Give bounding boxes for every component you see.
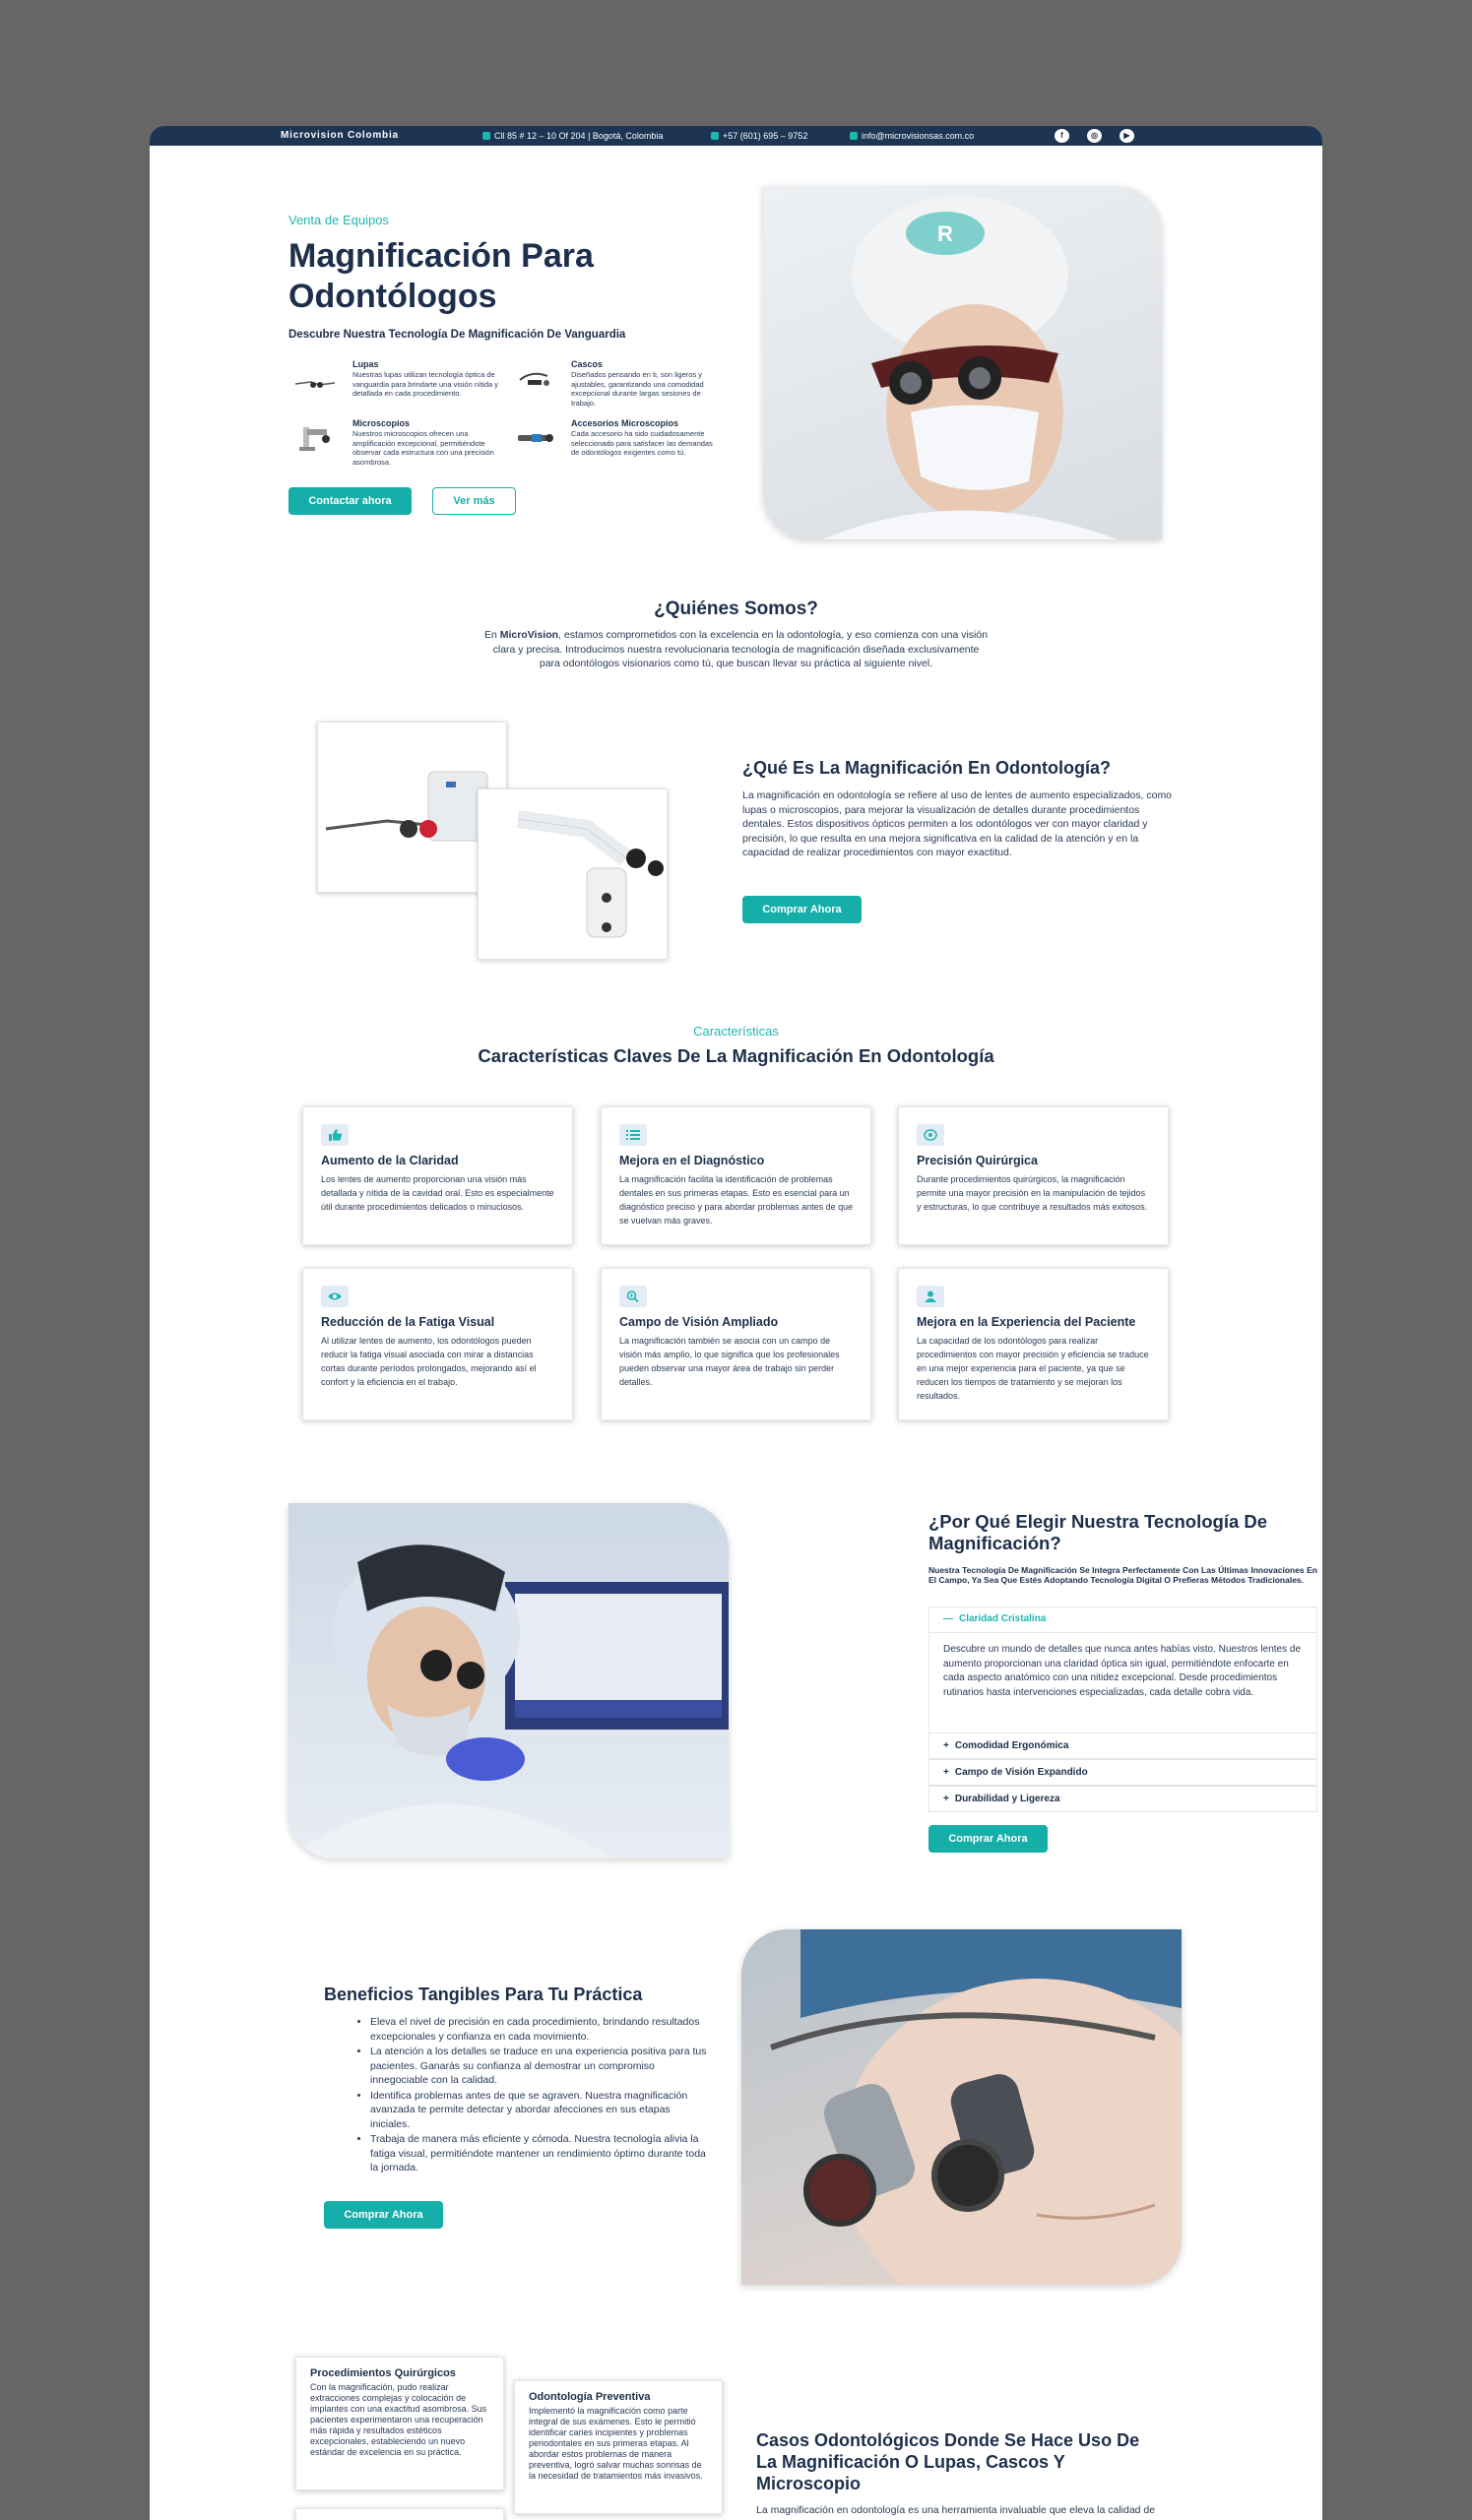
case-card <box>295 2357 504 2490</box>
cases-title-line1: Casos Odontológicos Donde Se Hace Uso De <box>756 2430 1140 2450</box>
plus-icon: + <box>943 1740 949 1751</box>
see-more-button[interactable]: Ver más <box>432 487 516 515</box>
case-title: Procedimientos Quirúrgicos <box>310 2367 456 2379</box>
case-text: Implementó la magnificación como parte integral de sus exámenes. Esto le permitió identificar caries incipientes y problemas periodontales en sus primeras etapas. Al abordar estos problemas de manera preventiva, logró salvar muchas sonrisas de la necesidad de tratamientos más invasivos. <box>529 2406 703 2481</box>
feature-text: La magnificación también se asocia con un campo de visión más amplio, lo que significa que los profesionales pueden observar una mayor área de trabajo sin perder detalles. <box>619 1336 840 1387</box>
cases-text: La magnificación en odontología es una herramienta invaluable que eleva la calidad de <box>756 2504 1156 2516</box>
case-text: Con la magnificación, pudo realizar extracciones complejas y colocación de implantes con una exactitud asombrosa. Sus pacientes experimentaron una recuperación más rápida y resultados estéticos excepcionales, estableciendo un nuevo estándar de excelencia en su práctica. <box>310 2382 487 2457</box>
phone-info[interactable] <box>711 131 807 141</box>
benefits-list <box>356 2015 711 2176</box>
contact-now-button[interactable]: Contactar ahora <box>288 487 412 515</box>
accordion-content: Descubre un mundo de detalles que nunca antes habías visto. Nuestros lentes de aumento proporcionan una claridad óptica sin igual, permitiéndote enfocarte en cada aspecto anatómico con una nitidez excepcional. Desde procedimientos rutinarios hasta intervenciones especializadas, cada detalle cobra vida. <box>943 1644 1302 1698</box>
location-icon <box>482 132 490 140</box>
instagram-icon[interactable]: ◎ <box>1087 129 1102 143</box>
top-bar <box>150 126 1322 146</box>
benefit-item: • Eleva el nivel de precisión en cada procedimiento, brindando resultados excepcionales y confianza en cada movimiento. <box>370 2015 711 2044</box>
product-text: Nuestras lupas utilizan tecnología óptica de vanguardia para brindarte una visión nítida y detallada en cada procedimiento. <box>352 370 499 398</box>
phone-text[interactable]: +57 (601) 695 – 9752 <box>723 131 808 141</box>
feature-title: Aumento de la Claridad <box>321 1154 459 1167</box>
feature-text: La capacidad de los odontólogos para realizar procedimientos con mayor precisión y eficiencia se traduce en una mejor experiencia para el paciente, ya que se reducen los tiempos de tratamiento y se mejoran los resultados. <box>917 1336 1149 1401</box>
feature-card <box>601 1106 871 1245</box>
cases-title-line3: Microscopio <box>756 2474 862 2493</box>
what-text: La magnificación en odontología se refiere al uso de lentes de aumento especializados, como lupas o microscopios, para mejorar la visualización de detalles durante procedimientos dentales. Estos dispositivos ópticos permiten a los odontólogos ver con mayor claridad y precisión, lo que resulta en una mejora significativa en la calidad de la atención y en la capacidad de realizar procedimientos con mayor exactitud. <box>742 789 1173 858</box>
product-title: Microscopios <box>352 418 411 428</box>
plus-icon: + <box>943 1794 949 1804</box>
address-info <box>482 131 663 141</box>
hero-title-line2: Odontólogos <box>288 278 497 315</box>
accordion-title: Durabilidad y Ligereza <box>954 1794 1060 1804</box>
email-info[interactable] <box>850 131 974 141</box>
hero-photo <box>763 186 1162 539</box>
feature-title: Mejora en el Diagnóstico <box>619 1154 765 1167</box>
feature-text: Los lentes de aumento proporcionan una visión más detallada y nítida de la cavidad oral. Esto es especialmente útil durante procedimientos delicados o minuciosos. <box>321 1174 554 1212</box>
feature-text: Durante procedimientos quirúrgicos, la magnificación permite una mayor precisión en la manipulación de tejidos y estructuras, lo que contribuye a resultados más exitosos. <box>917 1174 1148 1212</box>
feature-card <box>898 1268 1169 1420</box>
hero-title <box>288 236 594 317</box>
case-card <box>295 2508 504 2520</box>
headset-icon <box>514 366 557 396</box>
case-card <box>514 2380 723 2514</box>
features-title: Características Claves De La Magnificación En Odontología <box>478 1045 994 1066</box>
target-icon <box>917 1124 944 1146</box>
about-section <box>150 598 1322 671</box>
accordion-title: Claridad Cristalina <box>959 1613 1047 1624</box>
hero-eyebrow: Venta de Equipos <box>288 213 389 227</box>
case-title: Odontología Preventiva <box>529 2391 651 2403</box>
loupes-icon <box>293 368 337 398</box>
landing-page <box>150 126 1322 2520</box>
plus-icon: + <box>943 1767 949 1778</box>
feature-card <box>601 1268 871 1420</box>
about-text-pre: En <box>483 629 500 641</box>
benefits-buy-button[interactable]: Comprar Ahora <box>324 2201 443 2229</box>
accordion-header[interactable] <box>943 1613 1046 1624</box>
feature-card <box>302 1106 573 1245</box>
user-icon <box>917 1286 944 1307</box>
brand-name[interactable]: Microvision Colombia <box>281 130 399 141</box>
product-title: Cascos <box>571 359 604 369</box>
divider <box>929 1632 1316 1633</box>
what-buy-button[interactable]: Comprar Ahora <box>742 896 862 923</box>
benefits-title: Beneficios Tangibles Para Tu Práctica <box>324 1984 643 2004</box>
product-text: Diseñados pensando en ti, son ligeros y ajustables, garantizando una comodidad excepcional durante largas sesiones de trabajo. <box>571 370 704 408</box>
cases-title <box>756 2429 1139 2494</box>
feature-text: Al utilizar lentes de aumento, los odontólogos pueden reducir la fatiga visual asociada con mirar a distancias cortas durante períodos prolongados, mejorando así el confort y la eficiencia en el trabajo. <box>321 1336 537 1387</box>
dentist-loupes-photo <box>741 1929 1182 2285</box>
features-eyebrow: Características <box>693 1024 779 1039</box>
hero-subtitle: Descubre Nuestra Tecnología De Magnificación De Vanguardia <box>288 329 626 341</box>
feature-title: Campo de Visión Ampliado <box>619 1315 779 1329</box>
accordion-item-open <box>928 1606 1317 1733</box>
accordion-item-comodidad[interactable] <box>928 1732 1317 1759</box>
accordion-item-durabilidad[interactable] <box>928 1786 1317 1812</box>
accordion-title: Campo de Visión Expandido <box>954 1767 1088 1778</box>
product-title: Lupas <box>352 359 379 369</box>
feature-title: Precisión Quirúrgica <box>917 1154 1038 1167</box>
email-text[interactable]: info@microvisionsas.com.co <box>862 131 975 141</box>
mail-icon <box>850 132 858 140</box>
feature-card <box>302 1268 573 1420</box>
svg-text:R: R <box>937 221 953 246</box>
phone-icon <box>711 132 719 140</box>
why-title-line1: ¿Por Qué Elegir Nuestra Tecnología De <box>928 1511 1268 1532</box>
about-brand: MicroVision <box>499 629 559 641</box>
why-subtitle: Nuestra Tecnología De Magnificación Se Integra Perfectamente Con Las Últimas Innovaciones En El Campo, Ya Sea Que Estés Adoptando Tecnología Digital O Prefieras Métodos Tradicionales. <box>928 1565 1317 1585</box>
why-title-line2: Magnificación? <box>928 1533 1061 1553</box>
eye-icon <box>321 1286 349 1307</box>
microscope-photo <box>478 788 668 960</box>
feature-title: Mejora en la Experiencia del Paciente <box>917 1315 1136 1329</box>
facebook-icon[interactable]: f <box>1055 129 1069 143</box>
product-text: Cada accesorio ha sido cuidadosamente seleccionado para satisfacer las demandas de odontólogos exigentes como tú. <box>571 429 713 457</box>
youtube-icon[interactable]: ▶ <box>1120 129 1134 143</box>
product-text: Nuestros microscopios ofrecen una amplificación excepcional, permitiéndote observar cada estructura con una precisión asombrosa. <box>352 429 494 467</box>
why-buy-button[interactable]: Comprar Ahora <box>928 1825 1048 1853</box>
about-text <box>482 628 990 671</box>
feature-title: Reducción de la Fatiga Visual <box>321 1315 495 1329</box>
microscope-icon <box>293 423 337 453</box>
accordion-title: Comodidad Ergonómica <box>954 1740 1069 1751</box>
thumbs-up-icon <box>321 1124 349 1146</box>
benefit-item: • Identifica problemas antes de que se agraven. Nuestra magnificación avanzada te permite detectar y abordar afecciones en sus etapas iniciales. <box>370 2089 711 2132</box>
list-icon <box>619 1124 647 1146</box>
hero-title-line1: Magnificación Para <box>288 237 594 275</box>
minus-icon: — <box>943 1613 953 1624</box>
cases-title-line2: La Magnificación O Lupas, Cascos Y <box>756 2452 1065 2472</box>
feature-card <box>898 1106 1169 1245</box>
what-title: ¿Qué Es La Magnificación En Odontología? <box>742 758 1112 778</box>
benefit-item: • La atención a los detalles se traduce en una experiencia positiva para tus pacientes. Ganarás su confianza al demostrar un compromiso innegociable con la calidad. <box>370 2045 711 2088</box>
zoom-icon <box>619 1286 647 1307</box>
benefit-item: • Trabaja de manera más eficiente y cómoda. Nuestra tecnología alivia la fatiga visual, permitiéndote mantener un rendimiento óptimo durante toda la jornada. <box>370 2132 711 2175</box>
accordion-item-campo[interactable] <box>928 1759 1317 1786</box>
product-title: Accesorios Microscopios <box>571 418 679 428</box>
why-title <box>928 1511 1267 1554</box>
dentist-photo <box>288 1503 729 1858</box>
accessory-icon <box>514 423 557 453</box>
about-text-post: , estamos comprometidos con la excelencia en la odontología, y eso comienza con una visión clara y precisa. Introducimos nuestra revolucionaria tecnología de magnificación diseñada exclusivamente para odontólogos visionarios como tú, que buscan llevar su práctica al siguiente nivel. <box>492 629 989 669</box>
about-title: ¿Quiénes Somos? <box>654 598 818 619</box>
address-text: Cll 85 # 12 – 10 Of 204 | Bogotá, Colombia <box>494 131 664 141</box>
feature-text: La magnificación facilita la identificación de problemas dentales en sus primeras etapas. Esto es esencial para un diagnóstico preciso y para abordar problemas antes de que se vuelvan más graves. <box>619 1174 854 1226</box>
